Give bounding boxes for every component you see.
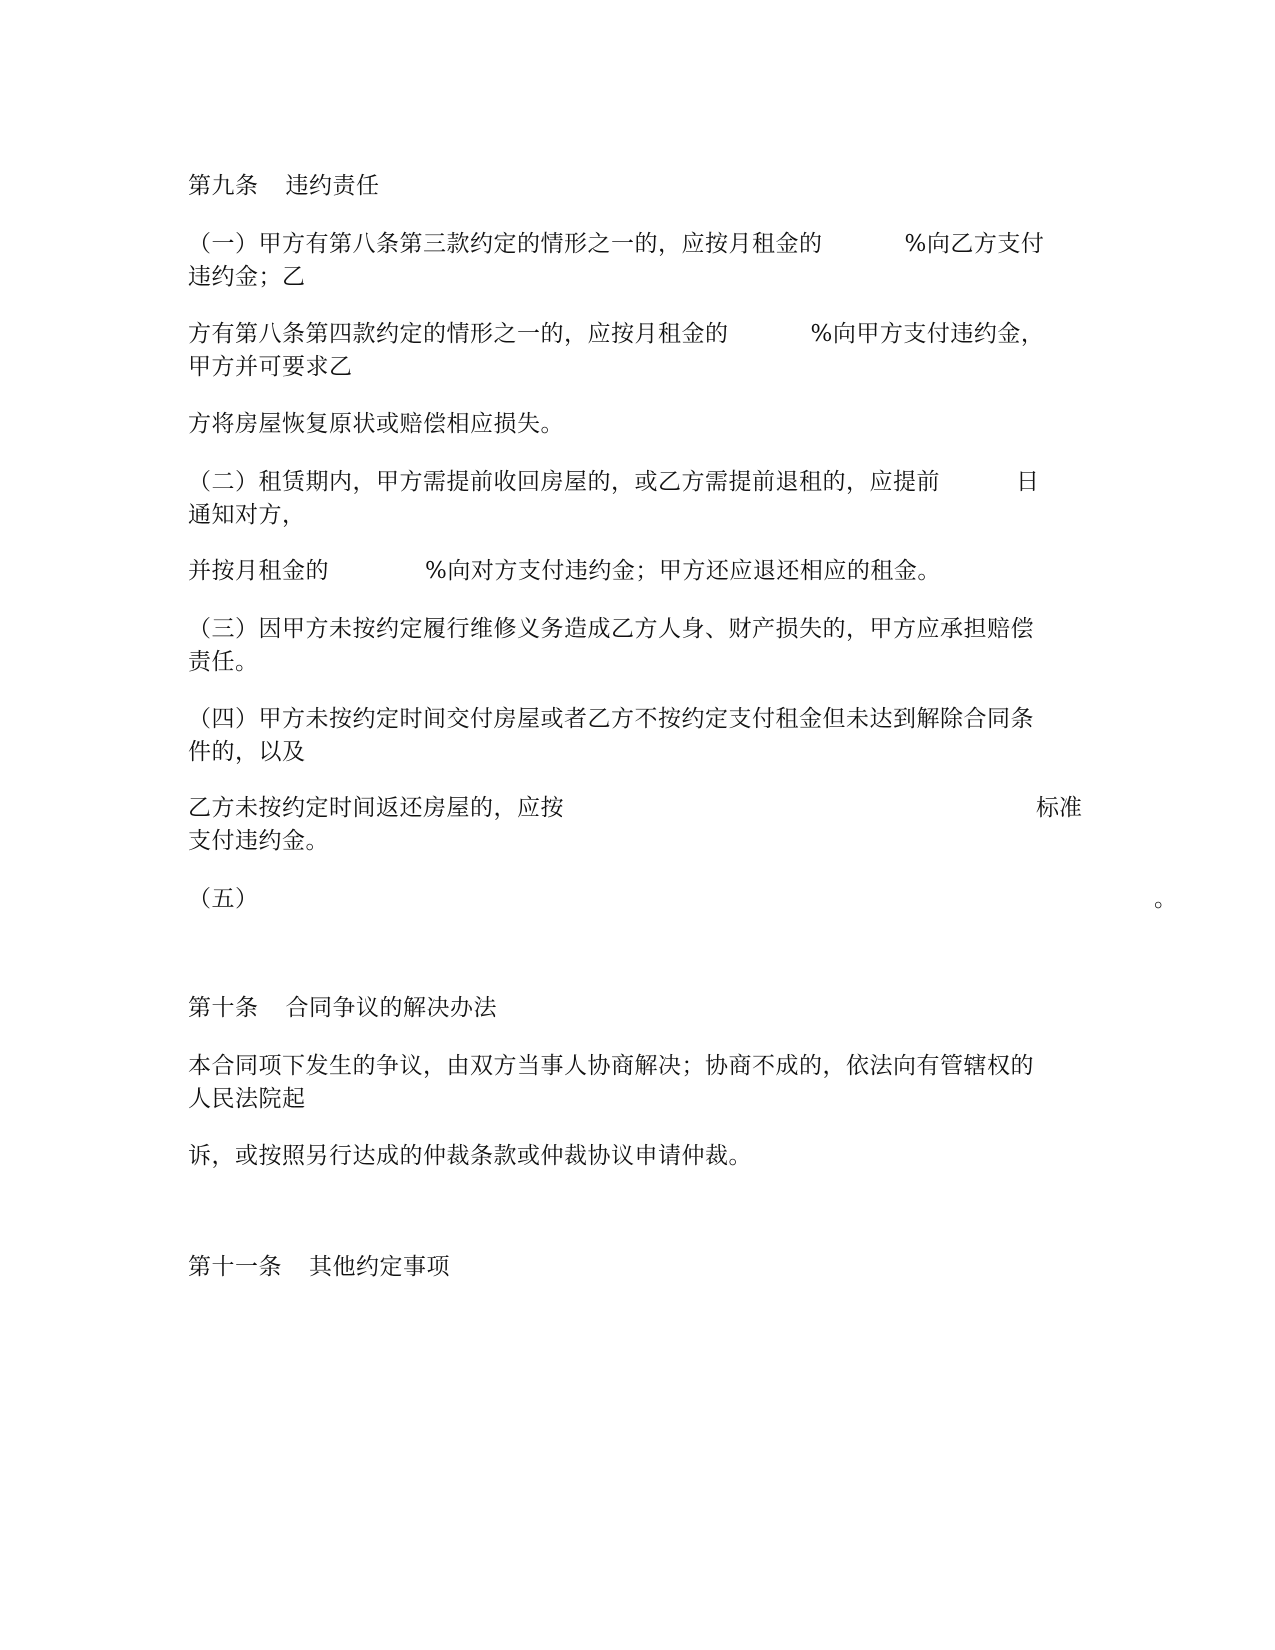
article-11-number: 第十一条: [188, 1254, 282, 1280]
article-10-line-1: 本合同项下发生的争议，由双方当事人协商解决；协商不成的，依法向有管辖权的: [188, 1053, 1034, 1079]
article-10-line-3: 诉，或按照另行达成的仲裁条款或仲裁协议申请仲裁。: [188, 1143, 752, 1169]
article-9-clause-1: [188, 228, 1088, 294]
article-10-heading: [188, 992, 497, 1025]
clause-2-text-b: 日: [1016, 469, 1040, 495]
clause-5-label: （五）: [188, 886, 259, 912]
clause-1-line-2: 违约金；乙: [188, 264, 306, 290]
article-10-line-2: 人民法院起: [188, 1086, 306, 1112]
article-10-title: 合同争议的解决办法: [285, 995, 497, 1021]
article-11-title: 其他约定事项: [309, 1254, 450, 1280]
article-9-number: 第九条: [188, 173, 259, 199]
clause-1-text-a: （一）甲方有第八条第三款约定的情形之一的，应按月租金的: [188, 231, 823, 257]
clause-1-text-d: %向甲方支付违约金，: [810, 321, 1045, 347]
clause-1-line-5: 方将房屋恢复原状或赔偿相应损失。: [188, 411, 564, 437]
clause-1-text-b: %向乙方支付: [904, 231, 1045, 257]
clause-2-line-1: [188, 466, 1088, 499]
clause-4-line-2: 件的，以及: [188, 739, 306, 765]
clause-1-line-4: 甲方并可要求乙: [188, 354, 353, 380]
clause-2-text-d: %向对方支付违约金；甲方还应退还相应的租金。: [425, 558, 941, 584]
clause-4-standard: 标准: [1036, 795, 1082, 821]
clause-2-text-c: 并按月租金的: [188, 558, 329, 584]
article-11-heading: [188, 1251, 450, 1284]
clause-4-line-3: 乙方未按约定时间返还房屋的，应按: [188, 795, 564, 821]
article-10-body: [188, 1050, 1088, 1116]
article-10-number: 第十条: [188, 995, 259, 1021]
clause-4-line-1: （四）甲方未按约定时间交付房屋或者乙方不按约定支付租金但未达到解除合同条: [188, 706, 1034, 732]
clause-2-text-a: （二）租赁期内，甲方需提前收回房屋的，或乙方需提前退租的，应提前: [188, 469, 940, 495]
article-9-clause-4: [188, 703, 1088, 769]
article-9-title: 违约责任: [285, 173, 380, 199]
article-9-clause-1-cont: [188, 318, 1088, 384]
clause-2-line-2: 通知对方，: [188, 502, 306, 528]
article-9-heading: [188, 170, 380, 203]
clause-3-line-2: 责任。: [188, 649, 259, 675]
clause-1-line-1: [188, 228, 1088, 261]
clause-1-text-c: 方有第八条第四款约定的情形之一的，应按月租金的: [188, 321, 729, 347]
clause-2-line-3: [188, 555, 941, 588]
clause-4-line-4: 支付违约金。: [188, 828, 329, 854]
clause-1-line-3: [188, 318, 1088, 351]
article-9-clause-3: [188, 613, 1088, 679]
clause-3-line-1: （三）因甲方未按约定履行维修义务造成乙方人身、财产损失的，甲方应承担赔偿: [188, 616, 1034, 642]
article-9-clause-2: [188, 466, 1088, 532]
clause-5-end: 。: [1154, 886, 1177, 912]
